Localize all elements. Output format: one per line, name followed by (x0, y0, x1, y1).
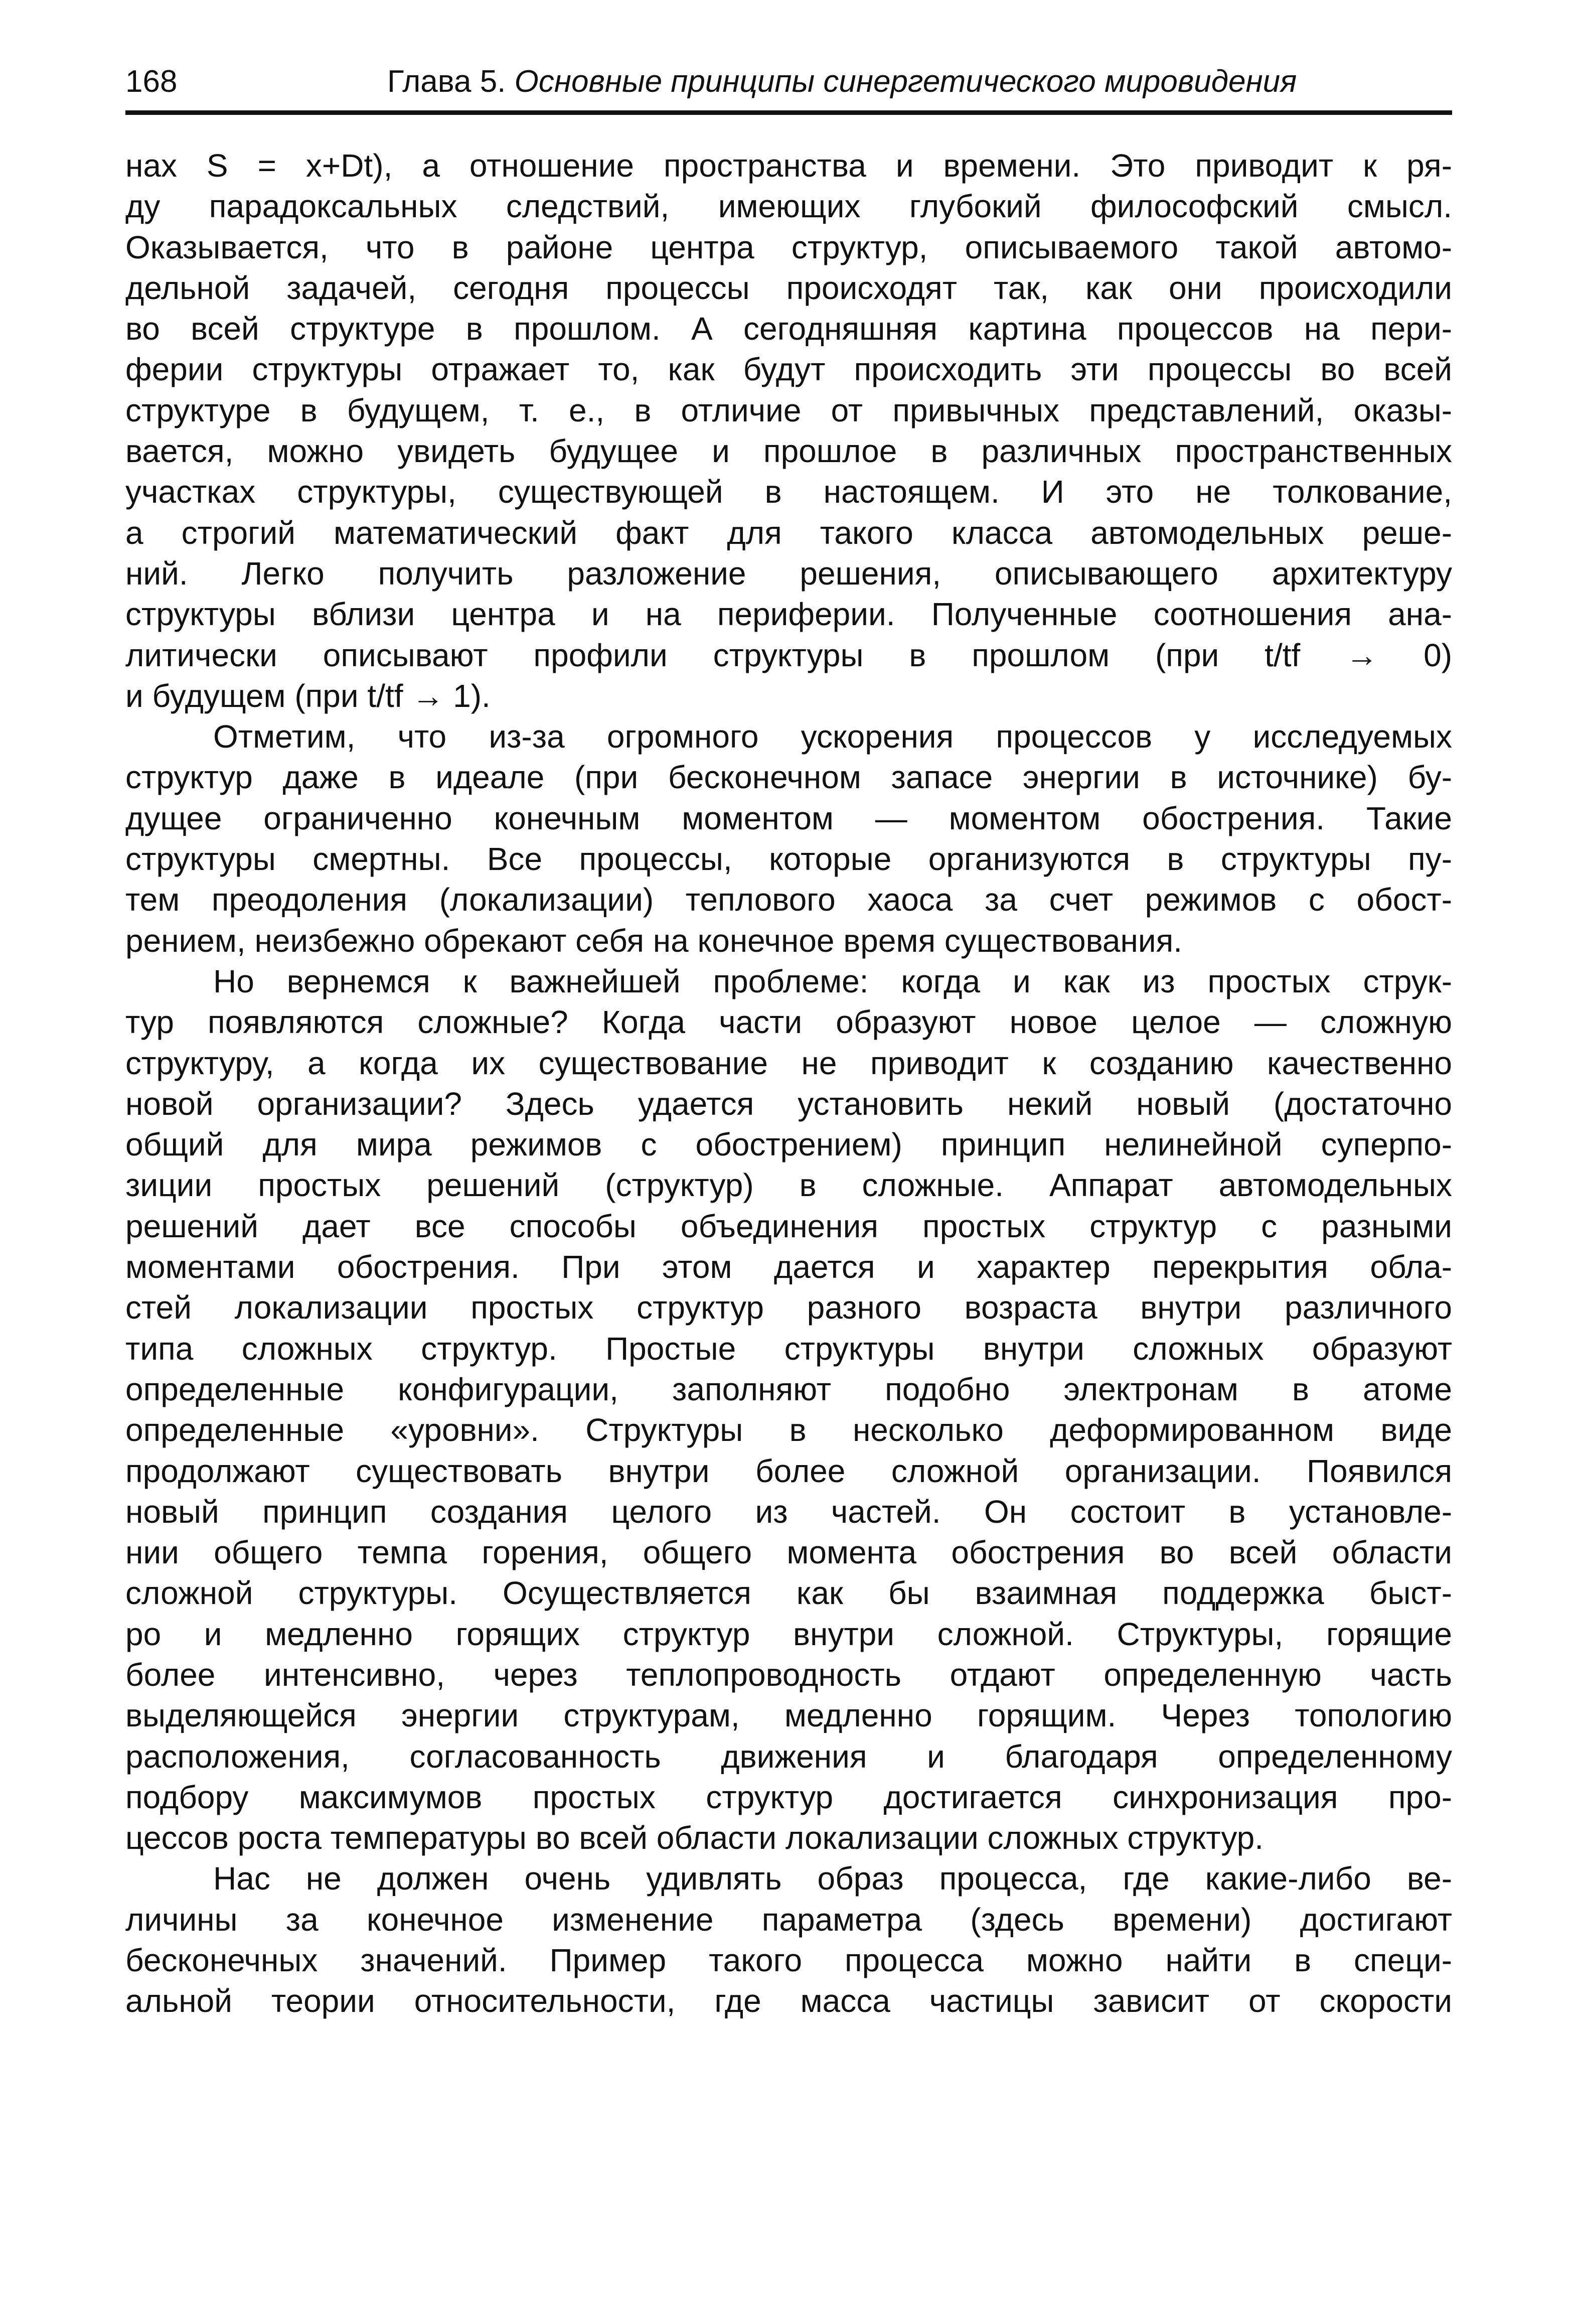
text-line: дущее ограниченно конечным моментом — моментом обострения. Такие (125, 800, 1452, 836)
text-line: рением, неизбежно обрекают себя на конечное время существования. (125, 922, 1183, 959)
text-line: тур появляются сложные? Когда части образуют новое целое — сложную (125, 1004, 1452, 1041)
text-line: моментами обострения. При этом дается и характер перекрытия обла- (125, 1249, 1452, 1285)
text-line: расположения, согласованность движения и благодаря определенному (125, 1738, 1452, 1775)
text-line: зиции простых решений (структур) в сложные. Аппарат автомодельных (125, 1167, 1452, 1204)
text-line: решений дает все способы объединения простых структур с разными (125, 1208, 1452, 1244)
text-line: структуры смертны. Все процессы, которые организуются в структуры пу- (125, 841, 1452, 878)
text-line: Отметим, что из-за огромного ускорения процессов у исследуемых (213, 718, 1452, 755)
text-line: определенные «уровни». Структуры в несколько деформированном виде (125, 1412, 1452, 1448)
text-line: подбору максимумов простых структур достигается синхронизация про- (125, 1779, 1452, 1815)
chapter-label: Глава 5. (387, 64, 506, 99)
text-line: дельной задачей, сегодня процессы происходят так, как они происходили (125, 269, 1452, 306)
text-line: новый принцип создания целого из частей. Он состоит в установле- (125, 1493, 1452, 1530)
text-line: а строгий математический факт для такого класса автомодельных реше- (125, 514, 1452, 551)
paragraph (125, 1858, 1452, 2021)
text-line: определенные конфигурации, заполняют подобно электронам в атоме (125, 1371, 1452, 1407)
text-line: литически описывают профили структуры в прошлом (при t/tf → 0) (125, 637, 1452, 673)
text-line: Нас не должен очень удивлять образ процесса, где какие-либо ве- (213, 1860, 1452, 1897)
text-line: ний. Легко получить разложение решения, описывающего архитектуру (125, 555, 1452, 592)
text-line: структур даже в идеале (при бесконечном запасе энергии в источнике) бу- (125, 759, 1452, 796)
text-line: Но вернемся к важнейшей проблеме: когда и как из простых струк- (213, 963, 1452, 999)
text-line: типа сложных структур. Простые структуры внутри сложных образуют (125, 1330, 1452, 1367)
text-line: структуру, а когда их существование не приводит к созданию качественно (125, 1045, 1452, 1081)
text-line: нии общего темпа горения, общего момента обострения во всей области (125, 1534, 1452, 1571)
text-line: цессов роста температуры во всей области локализации сложных структур. (125, 1820, 1264, 1856)
text-line: ду парадоксальных следствий, имеющих глубокий философский смысл. (125, 188, 1452, 225)
text-line: и будущем (при t/tf → 1). (125, 677, 491, 714)
text-line: участках структуры, существующей в настоящем. И это не толкование, (125, 474, 1452, 510)
text-line: общий для мира режимов с обострением) принцип нелинейной суперпо- (125, 1126, 1452, 1163)
paragraph (125, 146, 1452, 716)
text-line: стей локализации простых структур разного возраста внутри различного (125, 1289, 1452, 1326)
text-line: выделяющейся энергии структурам, медленно горящим. Через топологию (125, 1697, 1452, 1734)
text-line: нах S = x+Dt), а отношение пространства и времени. Это приводит к ря- (125, 148, 1452, 184)
text-line: более интенсивно, через теплопроводность отдают определенную часть (125, 1656, 1452, 1693)
chapter-title (387, 59, 1297, 104)
text-line: личины за конечное изменение параметра (здесь времени) достигают (125, 1901, 1452, 1938)
text-line: тем преодоления (локализации) теплового хаоса за счет режимов с обост- (125, 882, 1452, 918)
text-line: ферии структуры отражает то, как будут происходить эти процессы во всей (125, 351, 1452, 388)
text-line: во всей структуре в прошлом. А сегодняшняя картина процессов на пери- (125, 311, 1452, 347)
text-line: Оказывается, что в районе центра структур, описываемого такой автомо- (125, 229, 1452, 265)
text-line: структуре в будущем, т. е., в отличие от привычных представлений, оказы- (125, 392, 1452, 428)
chapter-title-text: Основные принципы синергетического мировидения (514, 64, 1297, 99)
text-line: бесконечных значений. Пример такого процесса можно найти в специ- (125, 1942, 1452, 1979)
text-line: новой организации? Здесь удается установить некий новый (достаточно (125, 1085, 1452, 1122)
text-line: сложной структуры. Осуществляется как бы взаимная поддержка быст- (125, 1575, 1452, 1612)
header-rule (125, 110, 1452, 115)
paragraph (125, 961, 1452, 1859)
page-number: 168 (125, 64, 178, 99)
running-head (125, 59, 1452, 104)
paragraph (125, 716, 1452, 961)
text-line: структуры вблизи центра и на периферии. Полученные соотношения ана- (125, 596, 1452, 633)
text-line: вается, можно увидеть будущее и прошлое в различных пространственных (125, 433, 1452, 470)
text-line: продолжают существовать внутри более сложной организации. Появился (125, 1452, 1452, 1489)
text-line: альной теории относительности, где масса частицы зависит от скорости (125, 1983, 1452, 2019)
text-line: ро и медленно горящих структур внутри сложной. Структуры, горящие (125, 1616, 1452, 1652)
body-text (125, 146, 1452, 2022)
